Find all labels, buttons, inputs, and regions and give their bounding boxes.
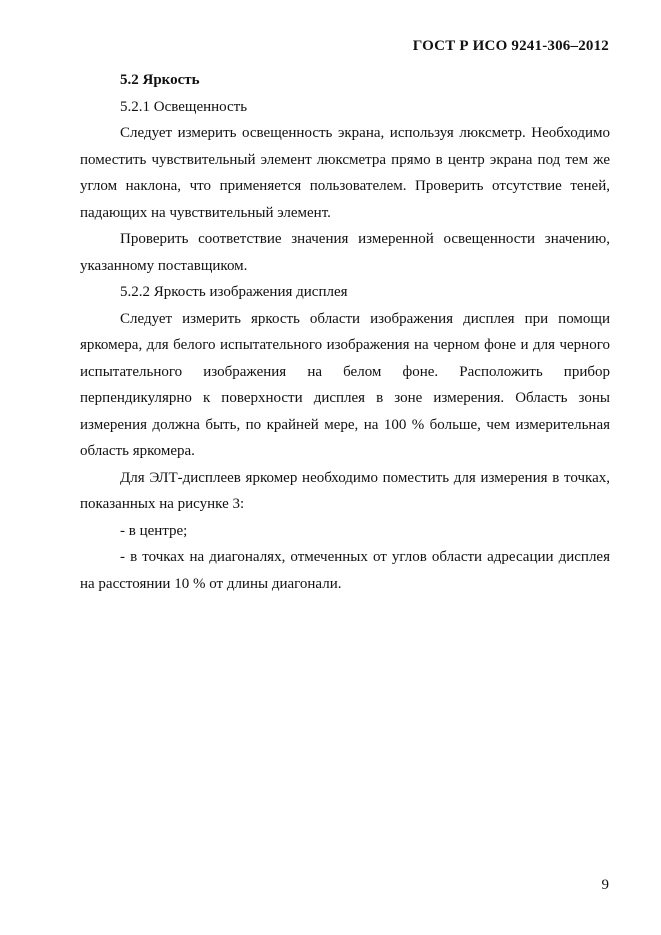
paragraph-illuminance-check: Проверить соответствие значения измеренной освещенности значению, указанному поставщиком. (80, 231, 610, 274)
paragraph-crt-points: Для ЭЛТ-дисплеев яркомер необходимо поместить для измерения в точках, показанных на рисунке 3: (80, 469, 610, 512)
document-body (80, 67, 610, 597)
list-item-center: - в центре; (120, 522, 188, 539)
page-number: 9 (601, 877, 609, 893)
section-5-2-title: 5.2 Яркость (120, 72, 200, 88)
section-5-2-2-title: 5.2.2 Яркость изображения дисплея (120, 284, 348, 300)
paragraph-luminance-measure: Следует измерить яркость области изображения дисплея при помощи яркомера, для белого испытательного изображения на черном фоне и для черного испытательного изображения на белом фоне. Расположить прибор перпендикулярно к поверхности дисплея в зоне измерения. Область зоны измерения должна быть, по крайней мере, на 100 % больше, чем измерительная область яркомера. (80, 310, 610, 459)
paragraph-illuminance-measure: Следует измерить освещенность экрана, используя люксметр. Необходимо поместить чувствительный элемент люксметра прямо в центр экрана под тем же углом наклона, что применяется пользователем. Проверить отсутствие теней, падающих на чувствительный элемент. (80, 125, 610, 221)
list-item-diagonals: - в точках на диагоналях, отмеченных от углов области адресации дисплея на расстоянии 10 % от длины диагонали. (80, 549, 610, 592)
section-5-2-1-title: 5.2.1 Освещенность (120, 98, 248, 115)
document-header: ГОСТ Р ИСО 9241-306–2012 (412, 38, 609, 54)
